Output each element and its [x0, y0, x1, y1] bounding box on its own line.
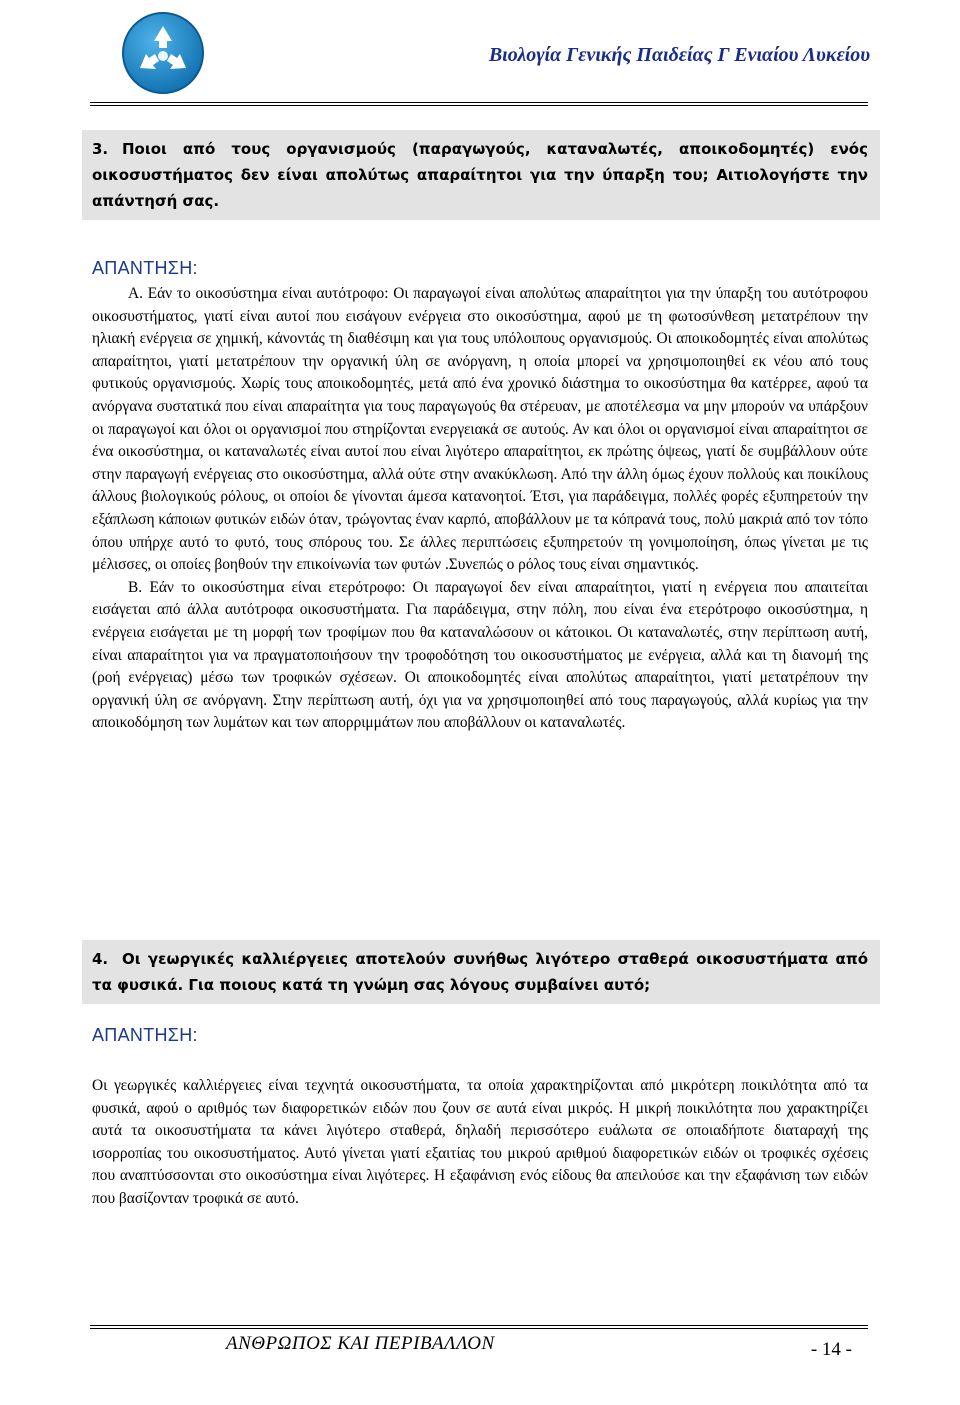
answer-3-label: ΑΠΑΝΤΗΣΗ: — [92, 258, 198, 278]
question-4-text: Οι γεωργικές καλλιέργειες αποτελούν συνήθως λιγότερο σταθερά οικοσυστήματα από τα φυσικά. Για ποιους κατά τη γνώμη σας λόγους συμβαίνει αυτό; — [92, 950, 868, 994]
header-title: Βιολογία Γενικής Παιδείας Γ Ενιαίου Λυκείου — [488, 44, 870, 66]
answer-3-body — [92, 283, 868, 735]
question-4 — [92, 946, 868, 998]
answer-3-paragraph-b: Β. Εάν το οικοσύστημα είναι ετερότροφο: Οι παραγωγοί δεν είναι απαραίτητοι, γιατί η ενέργεια που απαιτείται εισάγεται από άλλα αυτότροφα οικοσυστήματα. Για παράδειγμα, στην πόλη, που είναι ένα ετερότροφο οικοσύστημα, η ενέργεια εισάγεται με τη μορφή των τροφίμων που θα καταναλώσουν οι κάτοικοι. Οι καταναλωτές, στην περίπτωση αυτή, είναι απαραίτητοι για να πραγματοποιήσουν την τροφοδότηση του οικοσυστήματος με ενέργεια, αλλά και τη διανομή της (ροή ενέργειας) μέσω των τροφικών σχέσεων. Οι αποικοδομητές είναι απολύτως απαραίτητοι, γιατί μετατρέπουν την οργανική ύλη σε ανόργανη. Στην περίπτωση αυτή, όχι για να χρησιμοποιηθεί από τους παραγωγούς, αλλά κυρίως για την αποικοδόμηση των λυμάτων και των απορριμμάτων που αποβάλλουν οι καταναλωτές. — [92, 578, 868, 732]
question-4-box — [82, 940, 880, 1004]
question-4-number: 4. — [92, 950, 109, 968]
question-3-box — [82, 130, 880, 220]
page-header — [90, 10, 870, 102]
answer-4-paragraph: Οι γεωργικές καλλιέργειες είναι τεχνητά οικοσυστήματα, τα οποία χαρακτηρίζονται από μικρότερη ποικιλότητα από τα φυσικά, αφού ο αριθμός των διαφορετικών ειδών που ζουν σε αυτά είναι μικρός. Η μικρή ποικιλότητα που χαρακτηρίζει αυτά τα οικοσυστήματα τα κάνει λιγότερο σταθερά, δηλαδή περισσότερο ευάλωτα σε οποιαδήποτε διαταραχή της ισορροπίας του οικοσυστήματος. Αυτό γίνεται γιατί εξαιτίας του μικρού αριθμού διαφορετικών ειδών οι τροφικές σχέσεις που αναπτύσσονται στο οικοσύστημα είναι λιγότερες. Η εξαφάνιση ενός είδους θα απειλούσε και την εξαφάνιση των ειδών που βασίζονταν τροφικά σε αυτό. — [92, 1077, 868, 1207]
answer-3-paragraph-a: Α. Εάν το οικοσύστημα είναι αυτότροφο: Οι παραγωγοί είναι απολύτως απαραίτητοι για την ύπαρξη του αυτότροφου οικοσυστήματος, γιατί είναι αυτοί που εισάγουν ενέργεια στο οικοσύστημα, αφού με τη φωτοσύνθεση μετατρέπουν την ηλιακή ενέργεια σε χημική, κάνοντάς τη διαθέσιμη και για τους υπόλοιπους οργανισμούς. Οι αποικοδομητές είναι απολύτως απαραίτητοι, γιατί μετατρέπουν την οργανική ύλη σε ανόργανη, η οποία μπορεί να χρησιμοποιηθεί εκ νέου από τους φυτικούς οργανισμούς. Χωρίς τους αποικοδομητές, μετά από ένα χρονικό διάστημα το οικοσύστημα θα κατέρρεε, αφού τα ανόργανα συστατικά που είναι απαραίτητα για τους παραγωγούς θα στέρευαν, με αποτέλεσμα να μην μπορούν να υπάρξουν οι παραγωγοί και όλοι οι οργανισμοί που στηρίζονται ενεργειακά σε αυτούς. Αν και όλοι οι οργανισμοί είναι απαραίτητοι σε ένα οικοσύστημα, οι καταναλωτές είναι αυτοί που είναι λιγότερο απαραίτητοι, εκ πρώτης όψεως, γιατί δε συμβάλλουν ούτε στην παραγωγή ενέργειας στο οικοσύστημα, αλλά ούτε στην ανακύκλωση. Από την άλλη όμως έχουν πολλούς και ποικίλους άλλους βιολογικούς ρόλους, οι οποίοι δε γίνονται άμεσα κατανοητοί. Έτσι, για παράδειγμα, πολλές φορές εξυπηρετούν την εξάπλωση κάποιων φυτικών ειδών όταν, τρώγοντας έναν καρπό, αποβάλλουν με τα κόπρανά τους, πολύ μακριά από τον τόπο όπου υπήρχε αυτό το φυτό, τους σπόρους του. Σε άλλες περιπτώσεις εξυπηρετούν τη γονιμοποίηση, όπως γίνεται με τις μέλισσες, οι οποίες βοηθούν την επικοίνωνία των φυτών .Συνεπώς ο ρόλος τους είναι σημαντικός. — [92, 285, 868, 574]
header-divider — [90, 102, 868, 106]
answer-4-label: ΑΠΑΝΤΗΣΗ: — [92, 1025, 198, 1045]
footer-title: ΑΝΘΡΩΠΟΣ ΚΑΙ ΠΕΡΙΒΑΛΛΟΝ — [226, 1333, 495, 1354]
question-3-text: Ποιοι από τους οργανισμούς (παραγωγούς, καταναλωτές, αποικοδομητές) ενός οικοσυστήματος δεν είναι απολύτως απαραίτητοι για την ύπαρξη του; Αιτιολογήστε την απάντησή σας. — [92, 140, 868, 210]
recycle-logo-icon — [120, 10, 206, 96]
question-3-number: 3. — [92, 140, 109, 158]
answer-4-body — [92, 1075, 868, 1211]
question-3 — [92, 136, 868, 214]
footer-divider — [90, 1325, 868, 1329]
page-number: - 14 - — [810, 1339, 852, 1360]
